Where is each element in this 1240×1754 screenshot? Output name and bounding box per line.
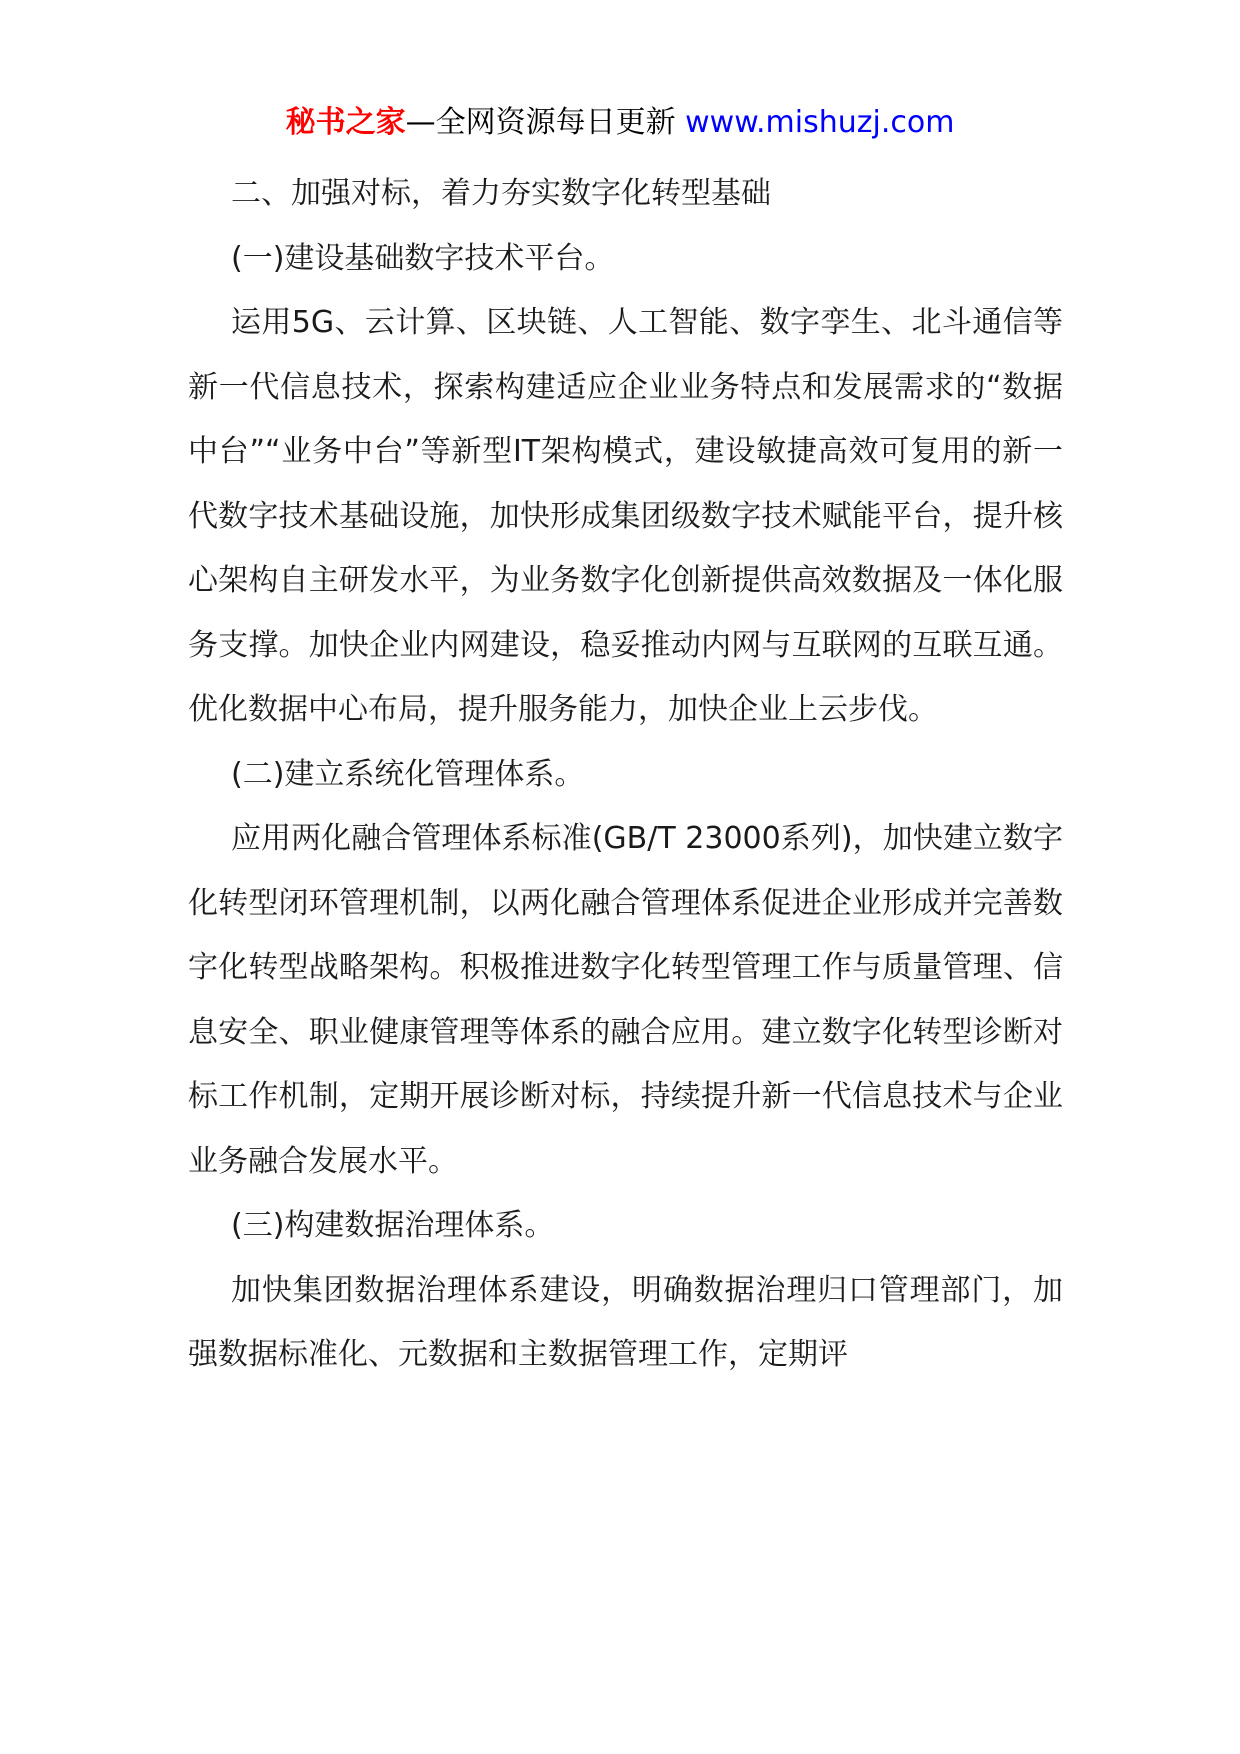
site-brand: 秘书之家 — [285, 105, 406, 140]
section-heading: 二、加强对标，着力夯实数字化转型基础 — [231, 176, 771, 211]
body-paragraph-3: 加快集团数据治理体系建设，明确数据治理归口管理部门，加强数据标准化、元数据和主数据管理工作，定期评 — [188, 1272, 1063, 1372]
body-paragraph-2: 应用两化融合管理体系标准(GB/T 23000系列)，加快建立数字化转型闭环管理机制，以两化融合管理体系促进企业形成并完善数字化转型战略架构。积极推进数字化转型管理工作与质量管理、信息安全、职业健康管理等体系的融合应用。建立数字化转型诊断对标工作机制，定期开展诊断对标，持续提升新一代信息技术与企业业务融合发展水平。 — [188, 821, 1063, 1179]
body-paragraph-1: 运用5G、云计算、区块链、人工智能、数字孪生、北斗通信等新一代信息技术，探索构建适应企业业务特点和发展需求的“数据中台”“业务中台”等新型IT架构模式，建设敏捷高效可复用的新一代数字技术基础设施，加快形成集团级数字技术赋能平台，提升核心架构自主研发水平，为业务数字化创新提供高效数据及一体化服务支撑。加快企业内网建设，稳妥推动内网与互联网的互联互通。优化数据中心布局，提升服务能力，加快企业上云步伐。 — [188, 305, 1063, 727]
subsection-heading-1: (一)建设基础数字技术平台。 — [231, 240, 615, 276]
site-url-link[interactable]: www.mishuzj.com — [685, 105, 955, 140]
site-header — [0, 103, 1240, 143]
site-tagline: —全网资源每日更新 — [405, 105, 686, 140]
document-body — [188, 162, 1063, 1388]
subsection-heading-2: (二)建立系统化管理体系。 — [231, 756, 585, 792]
subsection-heading-3: (三)构建数据治理体系。 — [231, 1208, 555, 1243]
